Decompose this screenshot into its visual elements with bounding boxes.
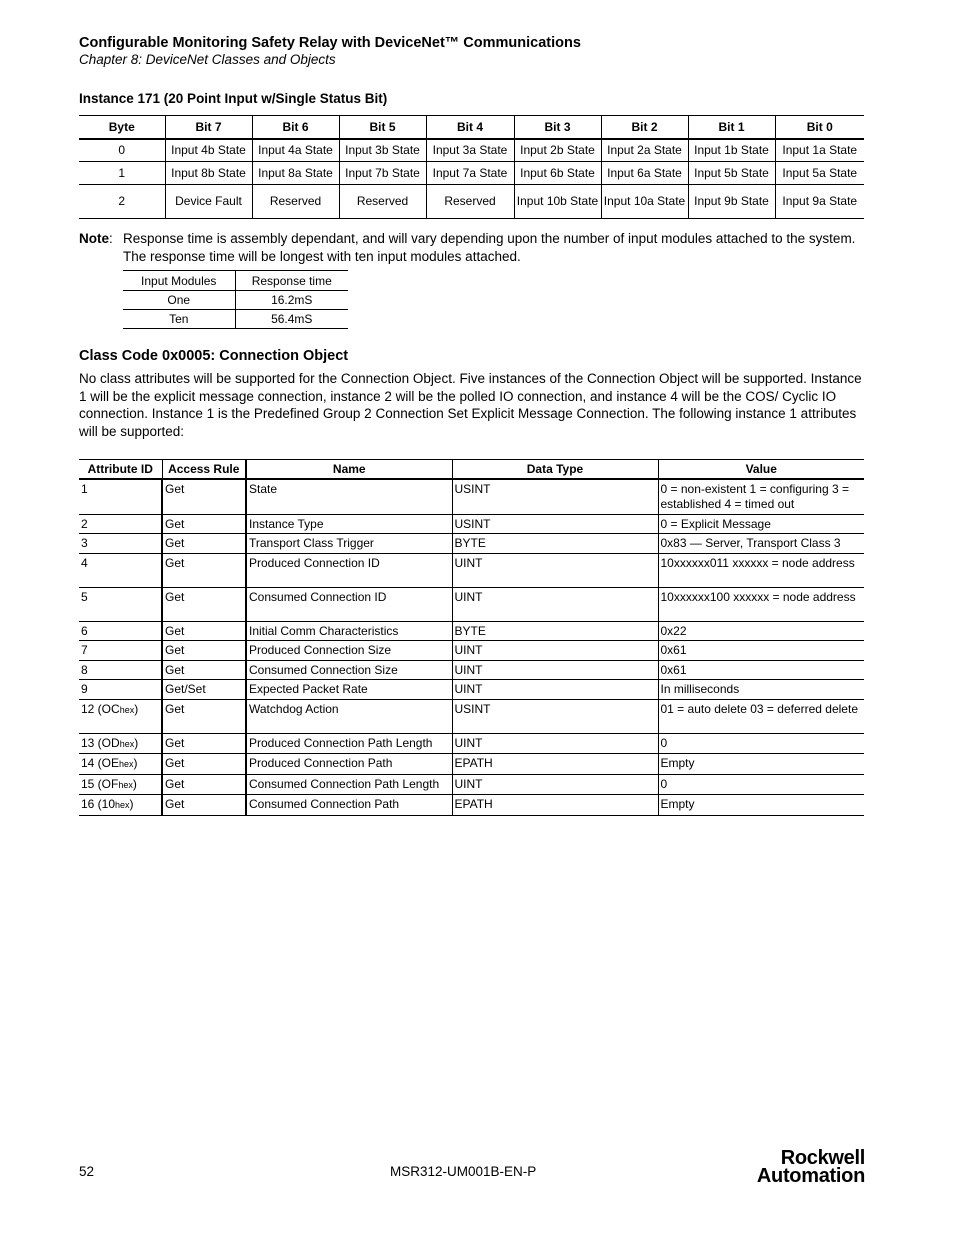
- data-type: UINT: [452, 641, 658, 661]
- attribute-value: 01 = auto delete 03 = deferred delete: [658, 699, 864, 733]
- table-row: [79, 699, 864, 733]
- column-header-bit0: Bit 0: [775, 116, 864, 139]
- access-rule: Get: [162, 660, 246, 680]
- access-rule: Get: [162, 699, 246, 733]
- table-cell: Input 3a State: [426, 139, 514, 162]
- table-row: [79, 534, 864, 554]
- table-cell: Input 4b State: [165, 139, 252, 162]
- table-row: [79, 660, 864, 680]
- attribute-id: 7: [79, 641, 162, 661]
- access-rule: Get: [162, 621, 246, 641]
- table-row: [79, 733, 864, 754]
- column-header-bit4: Bit 4: [426, 116, 514, 139]
- data-type: USINT: [452, 514, 658, 534]
- column-header-attribute-id: Attribute ID: [79, 460, 162, 479]
- column-header-bit6: Bit 6: [252, 116, 339, 139]
- column-header-bit3: Bit 3: [514, 116, 601, 139]
- data-type: UINT: [452, 774, 658, 795]
- attribute-id: 2: [79, 514, 162, 534]
- attribute-value: Empty: [658, 754, 864, 775]
- table-cell: Input 9b State: [688, 185, 775, 219]
- attribute-value: 0: [658, 733, 864, 754]
- column-header-name: Name: [246, 460, 452, 479]
- column-header-byte: Byte: [79, 116, 165, 139]
- attribute-id: 8: [79, 660, 162, 680]
- attribute-id: 9: [79, 680, 162, 700]
- connection-attributes-table: [79, 459, 864, 816]
- table-cell: Input 7a State: [426, 162, 514, 185]
- table-cell: Input 1a State: [775, 139, 864, 162]
- column-header-response-time: Response time: [235, 271, 348, 291]
- table-cell: 16.2mS: [235, 291, 348, 310]
- data-type: UINT: [452, 587, 658, 621]
- table-cell: Device Fault: [165, 185, 252, 219]
- table-row: [123, 310, 348, 329]
- attribute-id: 4: [79, 553, 162, 587]
- table-cell: 2: [79, 185, 165, 219]
- attribute-id: 15 (OFhex): [79, 774, 162, 795]
- table-cell: One: [123, 291, 235, 310]
- table-row: [79, 621, 864, 641]
- attribute-name: Expected Packet Rate: [246, 680, 452, 700]
- rockwell-automation-logo: [724, 1149, 865, 1185]
- response-time-table: [123, 270, 348, 329]
- attribute-value: 0: [658, 774, 864, 795]
- table-cell: Input 5b State: [688, 162, 775, 185]
- attribute-value: 0 = Explicit Message: [658, 514, 864, 534]
- data-type: UINT: [452, 680, 658, 700]
- attribute-id: 12 (OChex): [79, 699, 162, 733]
- data-type: USINT: [452, 479, 658, 515]
- instance-171-title: Instance 171 (20 Point Input w/Single Status Bit): [79, 91, 388, 106]
- attribute-id: 3: [79, 534, 162, 554]
- attribute-name: Consumed Connection Path: [246, 795, 452, 816]
- table-row: [79, 185, 864, 219]
- column-header-bit5: Bit 5: [339, 116, 426, 139]
- column-header-bit7: Bit 7: [165, 116, 252, 139]
- page-title: Configurable Monitoring Safety Relay with DeviceNet™ Communications: [79, 35, 581, 51]
- attribute-id: 16 (10hex): [79, 795, 162, 816]
- table-cell: 0: [79, 139, 165, 162]
- logo-line2: Automation: [756, 1165, 865, 1187]
- attribute-value: In milliseconds: [658, 680, 864, 700]
- attribute-name: Instance Type: [246, 514, 452, 534]
- table-cell: Input 3b State: [339, 139, 426, 162]
- access-rule: Get: [162, 733, 246, 754]
- table-cell: Input 2a State: [601, 139, 688, 162]
- access-rule: Get/Set: [162, 680, 246, 700]
- table-cell: Input 10a State: [601, 185, 688, 219]
- note-text: Response time is assembly dependant, and will vary depending upon the number of input modules attached to the system. The response time will be longest with ten input modules attached.: [123, 231, 856, 264]
- table-cell: Input 4a State: [252, 139, 339, 162]
- attribute-value: 10xxxxxx100 xxxxxx = node address: [658, 587, 864, 621]
- table-cell: Ten: [123, 310, 235, 329]
- attribute-name: Produced Connection ID: [246, 553, 452, 587]
- attribute-id: 6: [79, 621, 162, 641]
- document-number: MSR312-UM001B-EN-P: [390, 1164, 537, 1179]
- column-header-bit2: Bit 2: [601, 116, 688, 139]
- attribute-value: 0x83 — Server, Transport Class 3: [658, 534, 864, 554]
- table-row: [79, 553, 864, 587]
- access-rule: Get: [162, 534, 246, 554]
- access-rule: Get: [162, 553, 246, 587]
- table-cell: Input 6b State: [514, 162, 601, 185]
- table-row: [79, 479, 864, 515]
- attribute-name: State: [246, 479, 452, 515]
- table-cell: Input 1b State: [688, 139, 775, 162]
- attribute-name: Transport Class Trigger: [246, 534, 452, 554]
- data-type: EPATH: [452, 754, 658, 775]
- data-type: UINT: [452, 660, 658, 680]
- table-cell: Input 8b State: [165, 162, 252, 185]
- attribute-value: 0x61: [658, 660, 864, 680]
- table-row: [79, 587, 864, 621]
- column-header-bit1: Bit 1: [688, 116, 775, 139]
- column-header-value: Value: [658, 460, 864, 479]
- page-number: 52: [79, 1164, 95, 1179]
- attribute-id: 1: [79, 479, 162, 515]
- attribute-name: Watchdog Action: [246, 699, 452, 733]
- connection-object-paragraph: No class attributes will be supported for the Connection Object. Five instances of the Connection Object will be supported. Instance 1 will be the explicit message connection, instance 2 will be the polled IO connection, and instance 4 will be the COS/ Cyclic IO connection. Instance 1 is the Predefined Group 2 Connection Set Explicit Message Connection. The following instance 1 attributes will be supported:: [79, 371, 862, 439]
- attribute-value: 0x22: [658, 621, 864, 641]
- table-cell: Input 6a State: [601, 162, 688, 185]
- table-cell: Input 8a State: [252, 162, 339, 185]
- chapter-subtitle: Chapter 8: DeviceNet Classes and Objects: [79, 52, 336, 67]
- table-row: [79, 774, 864, 795]
- connection-object-title: Class Code 0x0005: Connection Object: [79, 348, 349, 364]
- data-type: BYTE: [452, 534, 658, 554]
- table-row: [79, 641, 864, 661]
- table-cell: Reserved: [339, 185, 426, 219]
- note-colon: :: [109, 231, 113, 246]
- table-row: [79, 754, 864, 775]
- attribute-name: Consumed Connection Path Length: [246, 774, 452, 795]
- table-cell: Input 5a State: [775, 162, 864, 185]
- table-cell: Reserved: [252, 185, 339, 219]
- attribute-value: 0x61: [658, 641, 864, 661]
- table-cell: 1: [79, 162, 165, 185]
- response-time-note: [79, 230, 864, 265]
- attribute-id: 13 (ODhex): [79, 733, 162, 754]
- column-header-data-type: Data Type: [452, 460, 658, 479]
- access-rule: Get: [162, 754, 246, 775]
- data-type: UINT: [452, 553, 658, 587]
- access-rule: Get: [162, 795, 246, 816]
- column-header-input-modules: Input Modules: [123, 271, 235, 291]
- attribute-name: Consumed Connection Size: [246, 660, 452, 680]
- attribute-id: 5: [79, 587, 162, 621]
- attribute-name: Produced Connection Path Length: [246, 733, 452, 754]
- attribute-value: 0 = non-existent 1 = configuring 3 = established 4 = timed out: [658, 479, 864, 515]
- access-rule: Get: [162, 774, 246, 795]
- table-row: [79, 514, 864, 534]
- table-row: [79, 680, 864, 700]
- access-rule: Get: [162, 514, 246, 534]
- table-cell: 56.4mS: [235, 310, 348, 329]
- table-row: [79, 139, 864, 162]
- note-label: Note: [79, 231, 109, 246]
- table-cell: Input 2b State: [514, 139, 601, 162]
- access-rule: Get: [162, 587, 246, 621]
- data-type: BYTE: [452, 621, 658, 641]
- attribute-name: Initial Comm Characteristics: [246, 621, 452, 641]
- data-type: UINT: [452, 733, 658, 754]
- data-type: USINT: [452, 699, 658, 733]
- attribute-value: Empty: [658, 795, 864, 816]
- table-row: [79, 795, 864, 816]
- data-type: EPATH: [452, 795, 658, 816]
- table-cell: Input 10b State: [514, 185, 601, 219]
- attribute-id: 14 (OEhex): [79, 754, 162, 775]
- attribute-name: Produced Connection Size: [246, 641, 452, 661]
- instance-171-bit-table: [79, 115, 864, 219]
- table-row: [79, 162, 864, 185]
- attribute-value: 10xxxxxx011 xxxxxx = node address: [658, 553, 864, 587]
- attribute-name: Consumed Connection ID: [246, 587, 452, 621]
- attribute-name: Produced Connection Path: [246, 754, 452, 775]
- column-header-access-rule: Access Rule: [162, 460, 246, 479]
- access-rule: Get: [162, 641, 246, 661]
- table-cell: Input 7b State: [339, 162, 426, 185]
- table-cell: Reserved: [426, 185, 514, 219]
- access-rule: Get: [162, 479, 246, 515]
- table-cell: Input 9a State: [775, 185, 864, 219]
- table-row: [123, 291, 348, 310]
- logo-line1: Rockwell: [780, 1147, 865, 1169]
